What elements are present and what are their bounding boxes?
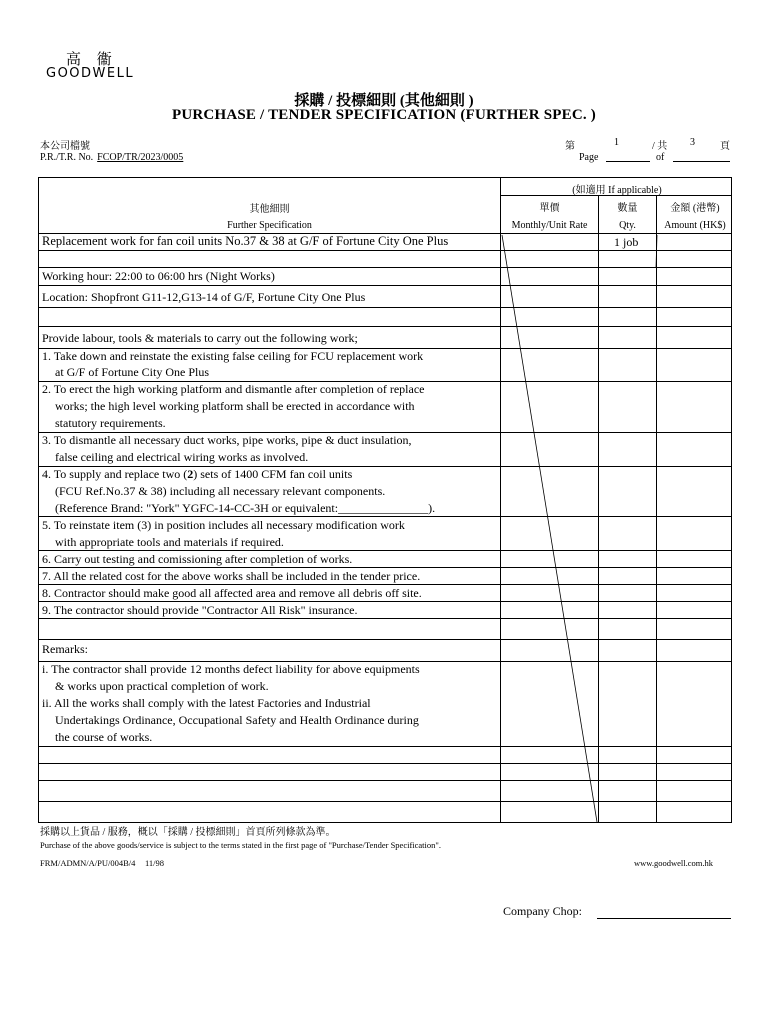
spec-line: 6. Carry out testing and comissioning after completion of works. xyxy=(42,552,353,566)
spec-line: 2. To erect the high working platform and dismantle after completion of replace xyxy=(42,382,425,396)
spec-line: works; the high level working platform shall be erected in accordance with xyxy=(55,399,415,413)
company-logo-chinese: 高 衞 xyxy=(66,52,118,68)
spec-line: 9. The contractor should provide "Contractor All Risk" insurance. xyxy=(42,603,358,617)
spec-line: Location: Shopfront G11-12,G13-14 of G/F, Fortune City One Plus xyxy=(42,290,366,304)
spec-line: i. The contractor shall provide 12 months defect liability for above equipments xyxy=(42,662,420,676)
rate-header-cn: 單價 xyxy=(539,203,560,214)
spec-line: Working hour: 22:00 to 06:00 hrs (Night Works) xyxy=(42,269,275,283)
spec-line-bold: 2 xyxy=(187,467,194,481)
page-blank-line xyxy=(606,161,650,162)
rate-header-en: Monthly/Unit Rate xyxy=(511,220,588,231)
spec-line: (Reference Brand: "York" YGFC-14-CC-3H or equivalent:_______________). xyxy=(55,501,436,515)
footer-note-english: Purchase of the above goods/service is subject to the terms stated in the first page of "Purchase/Tender Specification". xyxy=(40,840,442,850)
spec-line: Provide labour, tools & materials to carry out the following work; xyxy=(42,331,358,345)
spec-line xyxy=(42,466,352,482)
spec-line: false ceiling and electrical wiring works as involved. xyxy=(55,450,309,464)
spec-line: ii. All the works shall comply with the latest Factories and Industrial xyxy=(42,696,371,710)
spec-header-cn: 其他細則 xyxy=(249,204,290,215)
strike-line xyxy=(656,235,657,268)
prtr-number xyxy=(40,152,183,163)
spec-header-en: Further Specification xyxy=(227,220,312,231)
spec-line: statutory requirements. xyxy=(55,416,166,430)
company-website: www.goodwell.com.hk xyxy=(634,858,714,868)
page-label: Page xyxy=(579,152,599,163)
spec-line: (FCU Ref.No.37 & 38) including all necessary relevant components. xyxy=(55,484,386,498)
footer-note-chinese: 採購以上貨品 / 服務，概以「採購 / 投標細則」首頁所列條款為準。 xyxy=(40,827,336,838)
specification-table xyxy=(38,177,732,823)
remarks-heading: Remarks: xyxy=(42,642,88,656)
spec-line: 5. To reinstate item (3) in position includes all necessary modification work xyxy=(42,518,405,532)
form-number: FRM/ADMN/A/PU/004B/4 xyxy=(40,858,136,868)
spec-line: with appropriate tools and materials if required. xyxy=(55,535,284,549)
spec-line: 7. All the related cost for the above works shall be included in the tender price. xyxy=(42,569,421,583)
file-number-label: 本公司檔號 xyxy=(40,141,90,152)
page-suffix-cn: 頁 xyxy=(720,141,730,152)
page-prefix-cn: 第 xyxy=(565,141,575,152)
spec-line-part: ) sets of 1400 CFM fan coil units xyxy=(193,467,353,481)
page-total: 3 xyxy=(690,137,695,148)
spec-line: 1. Take down and reinstate the existing false ceiling for FCU replacement work xyxy=(42,349,424,363)
amount-header-en: Amount (HK$) xyxy=(664,220,726,231)
document-title-english: PURCHASE / TENDER SPECIFICATION (FURTHER SPEC. ) xyxy=(172,107,596,123)
spec-line-part: 4. To supply and replace two ( xyxy=(42,467,188,481)
prtr-value: FCOP/TR/2023/0005 xyxy=(97,152,184,163)
qty-value: 1 job xyxy=(614,235,639,249)
qty-header-cn: 數量 xyxy=(617,203,638,214)
spec-line: 3. To dismantle all necessary duct works, pipe works, pipe & duct insulation, xyxy=(42,433,412,447)
document-title-chinese: 採購 / 投標細則 (其他細則 ) xyxy=(294,93,474,109)
form-date: 11/98 xyxy=(145,858,165,868)
spec-line: the course of works. xyxy=(55,730,153,744)
spec-line: at G/F of Fortune City One Plus xyxy=(55,365,210,379)
page-number: 1 xyxy=(614,137,619,148)
applicable-header: (如適用 If applicable) xyxy=(572,185,662,196)
of-blank-line xyxy=(673,161,730,162)
of-label: of xyxy=(656,152,665,163)
company-chop-line[interactable] xyxy=(597,918,731,919)
spec-line: Undertakings Ordinance, Occupational Safety and Health Ordinance during xyxy=(55,713,419,727)
spec-line: 8. Contractor should make good all affected area and remove all debris off site. xyxy=(42,586,422,600)
strike-line xyxy=(502,235,597,822)
page-total-prefix-cn: / 共 xyxy=(652,141,668,152)
company-chop-label: Company Chop: xyxy=(503,904,583,918)
spec-line: Replacement work for fan coil units No.37 & 38 at G/F of Fortune City One Plus xyxy=(42,234,449,248)
spec-line: & works upon practical completion of work. xyxy=(55,679,269,693)
amount-header-cn: 金額 (港幣) xyxy=(670,203,720,214)
qty-header-en: Qty. xyxy=(619,220,636,231)
prtr-label: P.R./T.R. No. xyxy=(40,152,94,163)
company-logo-english: GOODWELL xyxy=(46,66,135,81)
